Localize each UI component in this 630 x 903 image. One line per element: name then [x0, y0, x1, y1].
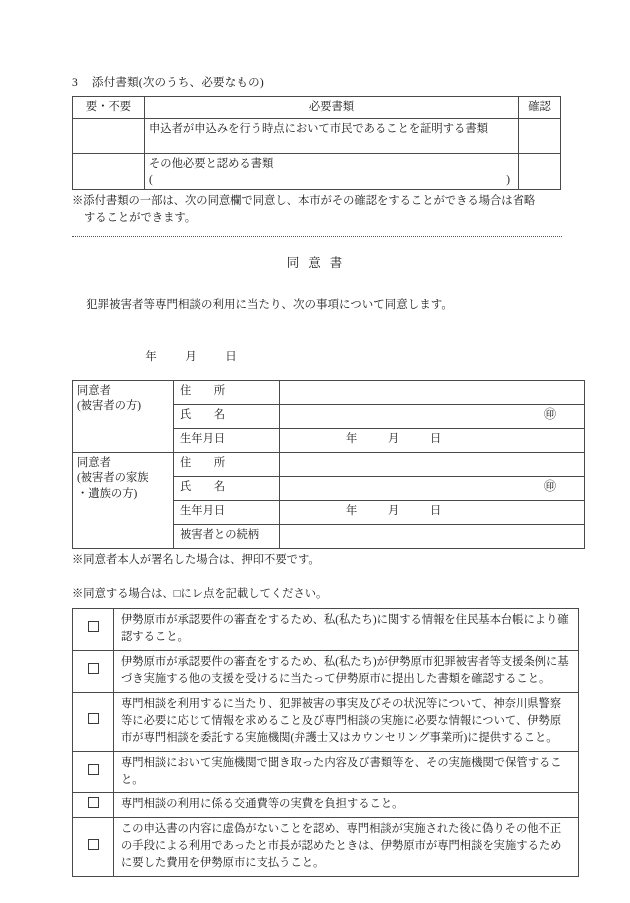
family-name-label: 氏 名 — [174, 477, 280, 501]
family-relationship-label: 被害者との続柄 — [174, 525, 280, 549]
consent-item-text-6: この申込書の内容に虚偽がないことを認め、専門相談が実施された後に偽りその他不正の手段による利用であったと市長が認めたときは、伊勢原市が専門相談を実施するために要した費用を伊勢原市に支払うこと。 — [114, 818, 579, 877]
checkbox-icon — [88, 764, 99, 775]
victim-address-input[interactable] — [280, 381, 585, 405]
consent-item-text-1: 伊勢原市が承認要件の審査をするため、私(私たち)に関する情報を住民基本台帳により確認すること。 — [114, 609, 579, 651]
attachments-document-cell-1: 申込者が申込みを行う時点において市民であることを証明する書類 — [145, 118, 519, 153]
consenter-victim-line2: (被害者の方) — [77, 400, 142, 413]
table-row — [73, 118, 561, 153]
consenter-victim-line1: 同意者 — [77, 385, 111, 398]
list-item — [73, 751, 579, 793]
attachments-confirm-cell-2[interactable] — [519, 153, 561, 189]
consent-lead-text: 犯罪被害者等専門相談の利用に当たり、次の事項について同意します。 — [86, 299, 453, 312]
consent-signature-table — [72, 380, 585, 549]
attachments-document-label-2: その他必要と認める書類 — [149, 157, 274, 170]
birth-year-label: 年 — [346, 505, 358, 518]
list-item — [73, 793, 579, 818]
section-3-number: 3 — [72, 77, 78, 89]
family-birthdate-format — [284, 503, 441, 519]
consent-item-checkbox-6[interactable] — [73, 818, 114, 877]
checkbox-icon — [88, 663, 99, 674]
attachments-header-need: 要・不要 — [73, 96, 145, 118]
attachments-note-line1: ※添付書類の一部は、次の同意欄で同意し、本市がその確認をすることができる場合は省略 — [72, 195, 536, 208]
victim-name-input[interactable] — [280, 405, 585, 429]
family-name-input[interactable] — [280, 477, 585, 501]
list-item — [73, 650, 579, 692]
list-item — [73, 692, 579, 751]
checkbox-icon — [88, 839, 99, 850]
family-address-label: 住 所 — [174, 453, 280, 477]
consenter-family-line1: 同意者 — [77, 457, 111, 470]
checkbox-icon — [88, 797, 99, 808]
table-row — [73, 453, 585, 477]
consent-item-checkbox-1[interactable] — [73, 609, 114, 651]
attachments-free-entry-line[interactable] — [149, 172, 514, 187]
consent-items-table — [72, 608, 579, 877]
family-address-input[interactable] — [280, 453, 585, 477]
checkbox-icon — [88, 621, 99, 632]
attachments-note-line2: することができます。 — [84, 212, 197, 225]
attachments-header-confirm: 確認 — [519, 96, 561, 118]
birth-day-label: 日 — [430, 505, 442, 518]
table-row — [73, 381, 585, 405]
victim-address-label: 住 所 — [174, 381, 280, 405]
consent-date-line[interactable] — [72, 336, 557, 376]
consent-form-title: 同意書 — [286, 256, 352, 271]
paren-open: ( — [149, 174, 153, 187]
attachments-header-row — [73, 96, 561, 118]
victim-birthdate-format — [284, 431, 441, 447]
date-month-label: 月 — [185, 351, 197, 364]
consent-item-text-2: 伊勢原市が承認要件の審査をするため、私(私たち)が伊勢原市犯罪被害者等支援条例に基づき実施する他の支援を受けるに当たって伊勢原市に提出した書類を確認すること。 — [114, 650, 579, 692]
consenter-family-line3: ・遺族の方) — [77, 487, 138, 500]
consent-item-checkbox-2[interactable] — [73, 650, 114, 692]
seal-stamp-icon: ㊞ — [543, 407, 556, 422]
section-3-heading — [72, 78, 557, 90]
birth-day-label: 日 — [430, 433, 442, 446]
spacer — [72, 569, 557, 583]
victim-birthdate-label: 生年月日 — [174, 429, 280, 453]
family-birthdate-label: 生年月日 — [174, 501, 280, 525]
consent-item-checkbox-4[interactable] — [73, 751, 114, 793]
attachments-header-document: 必要書類 — [145, 96, 519, 118]
family-birthdate-input[interactable] — [280, 501, 585, 525]
paren-close: ) — [506, 174, 510, 187]
family-relationship-input[interactable] — [280, 525, 585, 549]
seal-note: ※同意者本人が署名した場合は、押印不要です。 — [72, 554, 320, 567]
consenter-family-label — [73, 453, 174, 549]
list-item — [73, 818, 579, 877]
date-day-label: 日 — [225, 351, 237, 364]
consent-item-text-4: 専門相談において実施機関で聞き取った内容及び書類等を、その実施機関で保管すること。 — [114, 751, 579, 793]
victim-birthdate-input[interactable] — [280, 429, 585, 453]
date-year-label: 年 — [145, 351, 157, 364]
consenter-victim-label — [73, 381, 174, 453]
attachments-note — [72, 193, 557, 227]
attachments-document-cell-2 — [145, 153, 519, 189]
attachments-need-cell-2[interactable] — [73, 153, 145, 189]
birth-month-label: 月 — [388, 433, 400, 446]
table-row — [73, 153, 561, 189]
consent-item-checkbox-3[interactable] — [73, 692, 114, 751]
list-item — [73, 609, 579, 651]
consent-item-text-5: 専門相談の利用に係る交通費等の実費を負担すること。 — [114, 793, 579, 818]
consent-item-checkbox-5[interactable] — [73, 793, 114, 818]
attachments-confirm-cell-1[interactable] — [519, 118, 561, 153]
page-content — [72, 0, 569, 877]
birth-year-label: 年 — [346, 433, 358, 446]
victim-name-label: 氏 名 — [174, 405, 280, 429]
attachments-need-cell-1[interactable] — [73, 118, 145, 153]
section-3-title: 添付書類(次のうち、必要なもの) — [92, 77, 264, 89]
birth-month-label: 月 — [388, 505, 400, 518]
cut-line-divider — [72, 236, 562, 237]
checkbox-icon — [88, 713, 99, 724]
consenter-family-line2: (被害者の家族 — [77, 472, 149, 485]
consent-item-text-3: 専門相談を利用するに当たり、犯罪被害の事実及びその状況等について、神奈川県警察等に必要に応じて情報を求めること及び専門相談の実施に必要な情報について、伊勢原市が専門相談を委託する実施機関(弁護士又はカウンセリング事業所)に提供すること。 — [114, 692, 579, 751]
checkbox-instruction-note: ※同意する場合は、□にレ点を記載してください。 — [72, 588, 328, 601]
attachments-table — [72, 96, 561, 191]
seal-stamp-icon: ㊞ — [543, 479, 556, 494]
